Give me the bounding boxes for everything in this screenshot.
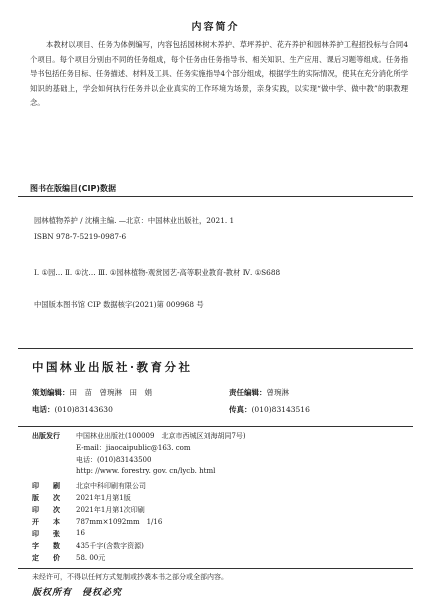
word-count-value: 435千字(含数字资源) (76, 542, 144, 550)
editor-fax (229, 404, 310, 415)
printer-value: 北京中科印刷有限公司 (76, 482, 146, 490)
publisher-email: E-mail：jiaocaipublic@163. com (76, 444, 191, 452)
publication-divider (18, 426, 413, 427)
format-label: 开 本 (32, 518, 60, 526)
planning-editor-label: 策划编辑： (32, 388, 70, 397)
copyright-notice: 未经许可，不得以任何方式复制或抄袭本书之部分或全部内容。 (32, 573, 228, 581)
cip-line-isbn: ISBN 978-7-5219-0987-6 (34, 232, 127, 241)
rights-statement: 版权所有 侵权必究 (32, 588, 123, 598)
cip-title: 图书在版编目(CIP)数据 (30, 184, 117, 193)
printing-label: 印 次 (32, 506, 60, 514)
sheets-value: 16 (76, 529, 85, 537)
sheets-label: 印 张 (32, 530, 60, 538)
format-value: 787mm×1092mm 1/16 (76, 518, 163, 526)
page-title: 内容简介 (191, 22, 240, 33)
cip-line-title: 园林植物养护 / 沈楠主编. —北京：中国林业出版社，2021. 1 (34, 216, 235, 225)
publisher-phone: 电话：(010)83143500 (76, 456, 152, 464)
edition-value: 2021年1月第1版 (76, 494, 131, 502)
cip-line-classification: Ⅰ. ①园… Ⅱ. ①沈… Ⅲ. ①园林植物-观赏园艺-高等职业教育-教材 Ⅳ. ①S688 (34, 268, 281, 277)
intro-paragraph: 本教材以项目、任务为体例编写，内容包括园林树木养护、草坪养护、花卉养护和园林养护工程招投标与合同4个项目。每个项目分别由不同的任务组成，每个任务由任务指导书、相关知识、生产应用、课后习题等组成。任务指导书包括任务目标、任务描述、材料及工具、任务实施指导4个部分组成，根据学生的实际情况，使其在充分消化所学知识的基础上，学会如何执行任务并以企业真实的工作环境为场景，亲身实践，以实现“做中学、做中教”的职教理念。 (30, 40, 408, 107)
edition-label: 版 次 (32, 494, 60, 502)
printer-label: 印 刷 (32, 482, 60, 490)
responsible-editor-label: 责任编辑： (229, 388, 267, 397)
price-value: 58. 00元 (76, 554, 106, 562)
editor-phone-value: (010)83143630 (54, 405, 113, 414)
publisher-value: 中国林业出版社(100009 北京市西城区刘海胡同7号) (76, 432, 246, 440)
publisher-logo: 中国林业出版社·教育分社 (32, 360, 193, 374)
price-label: 定 价 (32, 554, 60, 562)
editor-fax-label: 传真： (229, 405, 252, 414)
word-count-label: 字 数 (32, 542, 60, 550)
printing-value: 2021年1月第1次印刷 (76, 506, 145, 514)
publisher-label: 出版发行 (32, 432, 60, 440)
responsible-editor-value: 曾琬淋 (266, 388, 289, 397)
editor-phone-label: 电话： (32, 405, 55, 414)
footer-divider (18, 568, 413, 569)
editor-fax-value: (010)83143516 (251, 405, 310, 414)
cip-line-record: 中国版本图书馆 CIP 数据核字(2021)第 009968 号 (34, 300, 204, 309)
publisher-website: http: //www. forestry. gov. cn/lycb. html (76, 467, 216, 475)
planning-editor-value: 田 苗 曾琬淋 田 娟 (69, 388, 152, 397)
responsible-editor (229, 387, 289, 398)
editor-phone (32, 404, 113, 415)
planning-editor (32, 387, 152, 398)
